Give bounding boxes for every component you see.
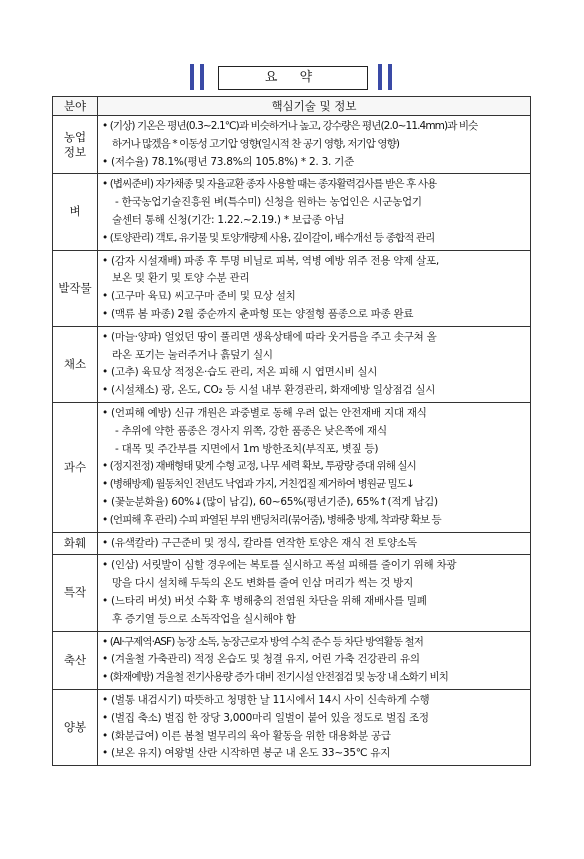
info-line: • (볍씨준비) 자가채종 및 자율교환 종자 사용할 때는 종자활력검사를 받은 후 사용 — [102, 178, 437, 191]
category-label: 과수 — [63, 459, 87, 474]
info-line: • (저수율) 78.1%(평년 73.8%의 105.8%) * 2. 3. 기준 — [102, 155, 354, 168]
page-title: 요 약 — [218, 66, 368, 90]
category-cell — [53, 532, 98, 555]
content-cell — [98, 174, 531, 250]
category-label: 발작물 — [58, 280, 92, 295]
table-row — [53, 402, 531, 532]
info-line: • (보온 유지) 여왕벌 산란 시작하면 봉군 내 온도 33~35℃ 유지 — [102, 747, 391, 760]
table-row — [53, 250, 531, 326]
info-line: • (기상) 기온은 평년(0.3~2.1℃)과 비슷하거나 높고, 강수량은 평년(2.0~11.4mm)과 비슷 — [102, 120, 478, 132]
category-label: 벼 — [69, 204, 81, 219]
right-bar-decoration — [378, 64, 382, 90]
info-line: • (맥류 봄 파종) 2월 중순까지 춘파형 또는 양절형 품종으로 파종 완료 — [102, 307, 414, 320]
info-line: - 대목 및 주간부를 지면에서 1m 방한조치(부직포, 볏짚 등) — [115, 442, 379, 455]
info-line: 술센터 통해 신청(기간: 1.22.~2.19.) * 보급종 아님 — [112, 213, 345, 226]
info-line: • (벌집 축소) 벌집 한 장당 3,000마리 일벌이 붙어 있을 정도로 벌집 조정 — [102, 711, 429, 724]
info-line: - 추위에 약한 품종은 경사지 위쪽, 강한 품종은 낮은쪽에 재식 — [115, 424, 387, 437]
info-line: 하거나 많겠음 * 이동성 고기압 영향(일시적 찬 공기 영향, 저기압 영향) — [112, 137, 400, 150]
category-cell — [53, 250, 98, 326]
info-line: 라온 포기는 눌러주거나 흙덮기 실시 — [112, 348, 273, 361]
category-label: 채소 — [63, 356, 87, 371]
content-cell — [98, 532, 531, 555]
left-bar-decoration — [190, 64, 194, 90]
info-line: 후 증기열 등으로 소독작업을 실시해야 함 — [112, 612, 296, 625]
table-row — [53, 555, 531, 631]
category-label: 양봉 — [63, 720, 87, 734]
info-line: • (꽃눈분화율) 60%↓(많이 남김), 60~65%(평년기준), 65%↑(적게 남김) — [102, 495, 438, 508]
category-cell — [53, 402, 98, 532]
table-row — [53, 689, 531, 765]
header-category: 분야 — [53, 97, 98, 116]
table-row — [53, 532, 531, 555]
content-cell — [98, 689, 531, 765]
content-cell — [98, 116, 531, 174]
info-line: - 한국농업기술진흥원 벼(특수미) 신청을 원하는 농업인은 시군농업기 — [115, 196, 422, 209]
category-label: 화훼 — [63, 535, 87, 550]
info-line: • (인삼) 서릿발이 심할 경우에는 복토를 실시하고 폭설 피해를 줄이기 위해 차광 — [102, 559, 457, 572]
right-bar-decoration — [388, 64, 392, 90]
table-header-row — [53, 97, 531, 116]
info-line: • (고추) 육묘상 적정온·습도 관리, 저온 피해 시 엽면시비 실시 — [102, 366, 378, 379]
table-row — [53, 116, 531, 174]
info-line: 망을 다시 설치해 두둑의 온도 변화를 줄여 인삼 머리가 썩는 것 방지 — [112, 577, 414, 590]
info-line: • (화분급여) 이른 봄철 벌무리의 육아 활동을 위한 대용화분 공급 — [102, 729, 391, 742]
info-line: • (느타리 버섯) 버섯 수확 후 병해충의 전염원 차단을 위해 재배사를 밀폐 — [102, 594, 427, 607]
info-line: • (유색칼라) 구근준비 및 정식, 칼라를 연작한 토양은 재식 전 토양소독 — [102, 536, 417, 549]
info-line: • (마늘·양파) 얼었던 땅이 풀리면 생육상태에 따라 웃거름을 주고 솟구쳐 올 — [102, 330, 437, 343]
content-cell — [98, 250, 531, 326]
category-cell — [53, 326, 98, 402]
info-line: 보온 및 환기 및 토양 수분 관리 — [112, 272, 250, 285]
category-cell — [53, 631, 98, 689]
info-line: • (시설채소) 광, 온도, CO₂ 등 시설 내부 환경관리, 화재예방 일상점검 실시 — [102, 384, 436, 397]
summary-table — [52, 96, 531, 766]
left-bar-decoration — [200, 64, 204, 90]
content-cell — [98, 555, 531, 631]
category-label: 정보 — [63, 144, 87, 159]
info-line: • (감자 시설재배) 파종 후 투명 비닐로 피복, 역병 예방 위주 전용 약제 살포, — [102, 254, 439, 267]
info-line: • (AI·구제역·ASF) 농장 소독, 농장근로자 방역 수칙 준수 등 차단 방역활동 철저 — [102, 635, 424, 648]
info-line: • (고구마 육묘) 씨고구마 준비 및 묘상 설치 — [102, 290, 296, 303]
info-line: • (화재예방) 겨울철 전기사용량 증가 대비 전기시설 안전점검 및 농장 내 소화기 비치 — [102, 671, 448, 684]
category-label: 특작 — [63, 585, 87, 600]
info-line: • (언피해 후 관리) 수피 파열된 부위 밴딩처리(묶어줌), 병해충 방제, 착과량 확보 등 — [102, 513, 441, 526]
info-line: • (언피해 예방) 신규 개원은 과중별로 동해 우려 없는 안전재배 지대 재식 — [102, 406, 427, 419]
table-row — [53, 631, 531, 689]
info-line: • (병해방제) 월동처인 전년도 낙엽과 가지, 거친껍질 제거하여 병원균 밀도↓ — [102, 478, 415, 491]
category-label: 농업 — [63, 129, 87, 144]
title-banner — [0, 64, 584, 94]
table-row — [53, 174, 531, 250]
content-cell — [98, 402, 531, 532]
table-row — [53, 326, 531, 402]
content-cell — [98, 631, 531, 689]
category-cell — [53, 116, 98, 174]
content-cell — [98, 326, 531, 402]
category-cell — [53, 174, 98, 250]
info-line: • (벌통 내검시기) 따뜻하고 청명한 날 11시에서 14시 사이 신속하게 수행 — [102, 693, 430, 706]
info-line: • (토양관리) 객토, 유기물 및 토양개량제 사용, 깊이갈이, 배수개선 등 종합적 관리 — [102, 231, 435, 244]
category-cell — [53, 689, 98, 765]
header-content: 핵심기술 및 정보 — [98, 97, 531, 116]
info-line: • (겨울철 가축관리) 적정 온습도 및 청결 유지, 어린 가축 건강관리 유의 — [102, 653, 420, 666]
info-line: • (정지전정) 재배형태 맞게 수형 교정, 나무 세력 확보, 투광량 증대 위해 실시 — [102, 460, 416, 473]
category-cell — [53, 555, 98, 631]
category-label: 축산 — [63, 652, 87, 667]
